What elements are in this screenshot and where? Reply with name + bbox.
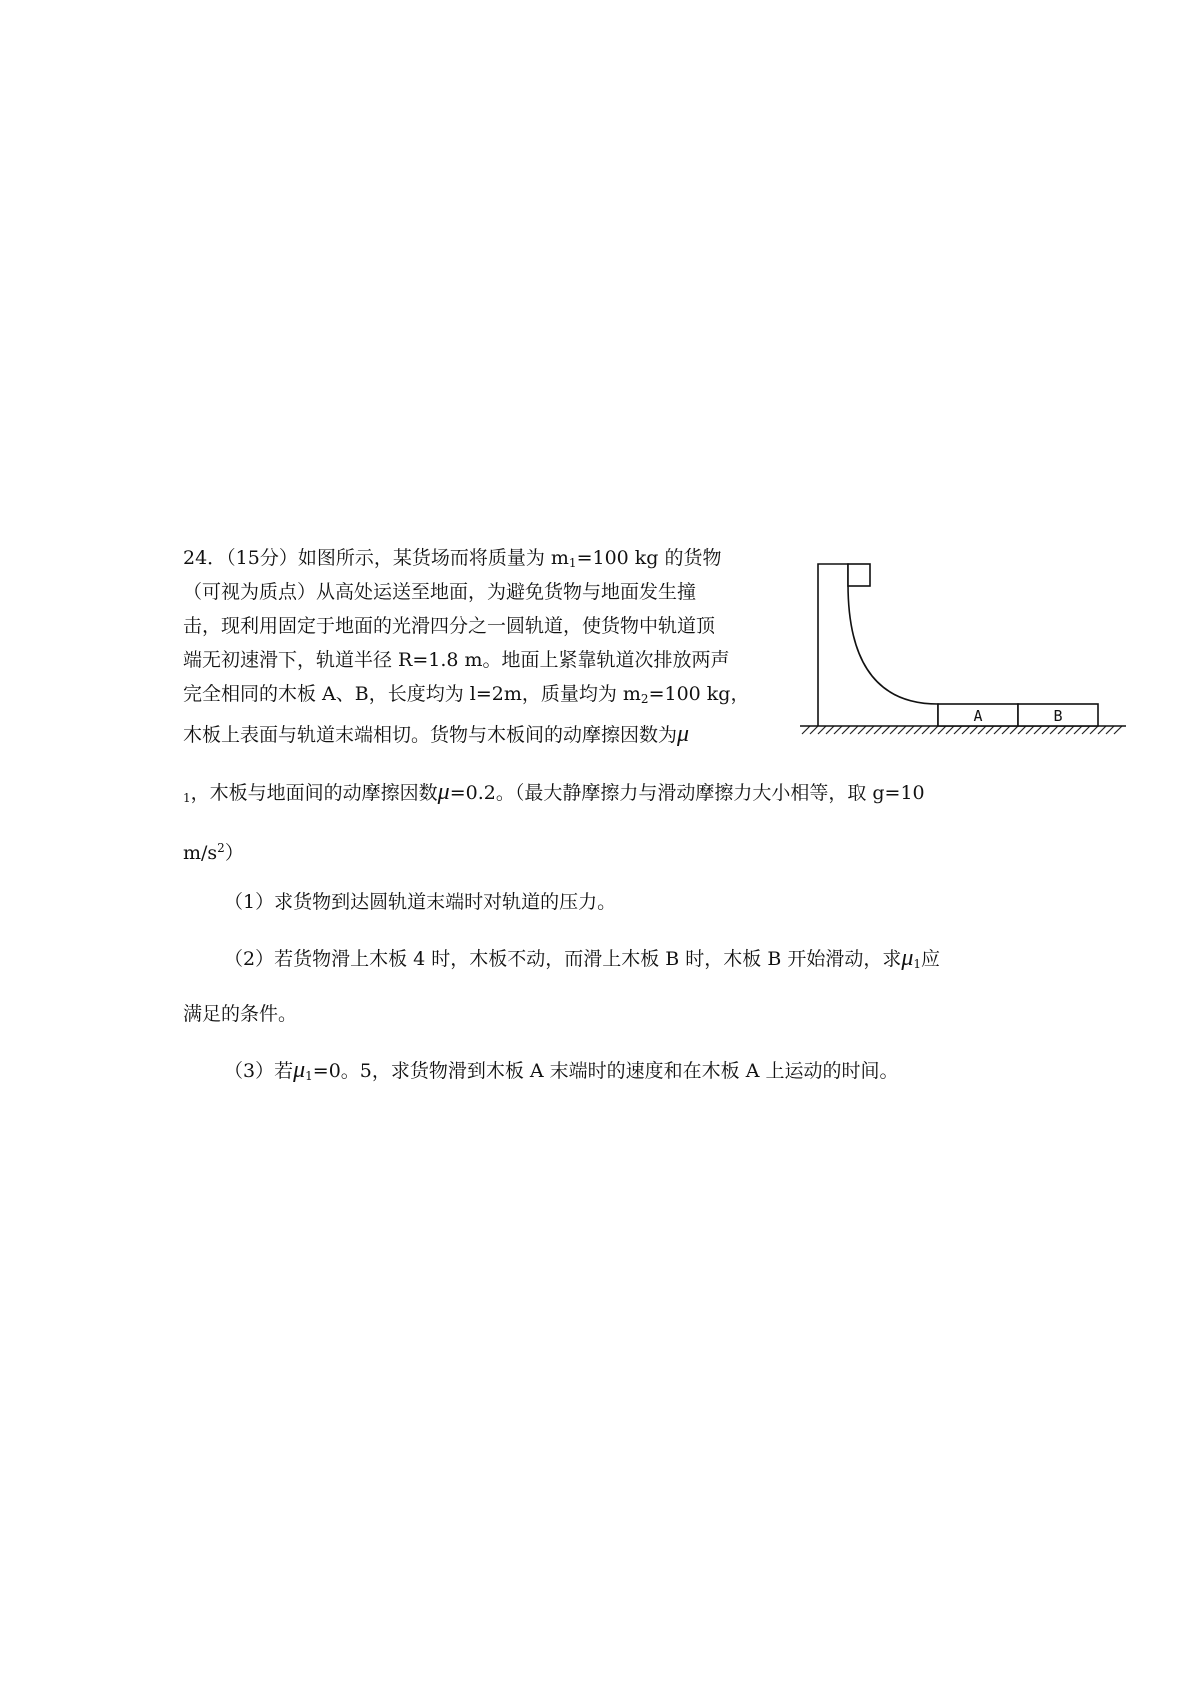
problem-line-7: $_1$，木板与地面间的动摩擦因数μ=0.2。（最大静摩擦力与滑动摩擦力大小相等，取 g=10 bbox=[183, 779, 925, 805]
problem-line-1: 24．（15分）如图所示，某货场而将质量为 $m_1=100$ kg 的货物 bbox=[183, 547, 722, 570]
board-a-label: A bbox=[973, 707, 983, 725]
ground-hatching bbox=[802, 726, 1122, 734]
question-1: （1）求货物到达圆轨道末端时对轨道的压力。 bbox=[224, 891, 617, 913]
problem-line-3: 击，现利用固定于地面的光滑四分之一圆轨道，使货物中轨道顶 bbox=[183, 615, 716, 637]
quarter-circle-track bbox=[818, 564, 938, 726]
question-3: （3）若$\mu_1=0$。5，求货物滑到木板 A 末端时的速度和在木板 A 上运动的时间。 bbox=[224, 1057, 899, 1083]
problem-line-2: （可视为质点）从高处运送至地面，为避免货物与地面发生撞 bbox=[183, 581, 697, 603]
question-2-cont: 满足的条件。 bbox=[183, 1003, 298, 1025]
problem-line-4: 端无初速滑下，轨道半径 R=1.8 m。地面上紧靠轨道次排放两声 bbox=[183, 649, 730, 671]
track-diagram bbox=[790, 552, 1130, 742]
problem-line-6: 木板上表面与轨道末端相切。货物与木板间的动摩擦因数为μ bbox=[183, 721, 690, 747]
cargo-box bbox=[848, 564, 870, 586]
question-2: （2）若货物滑上木板 4 时，木板不动，而滑上木板 B 时，木板 B 开始滑动，求$\mu_1$应 bbox=[224, 945, 941, 971]
board-b-label: B bbox=[1053, 707, 1063, 725]
problem-line-8: $m/s^2$） bbox=[183, 841, 244, 864]
problem-line-5: 完全相同的木板 A、B，长度均为 l=2m，质量均为 $m_2=100$ kg， bbox=[183, 683, 750, 706]
